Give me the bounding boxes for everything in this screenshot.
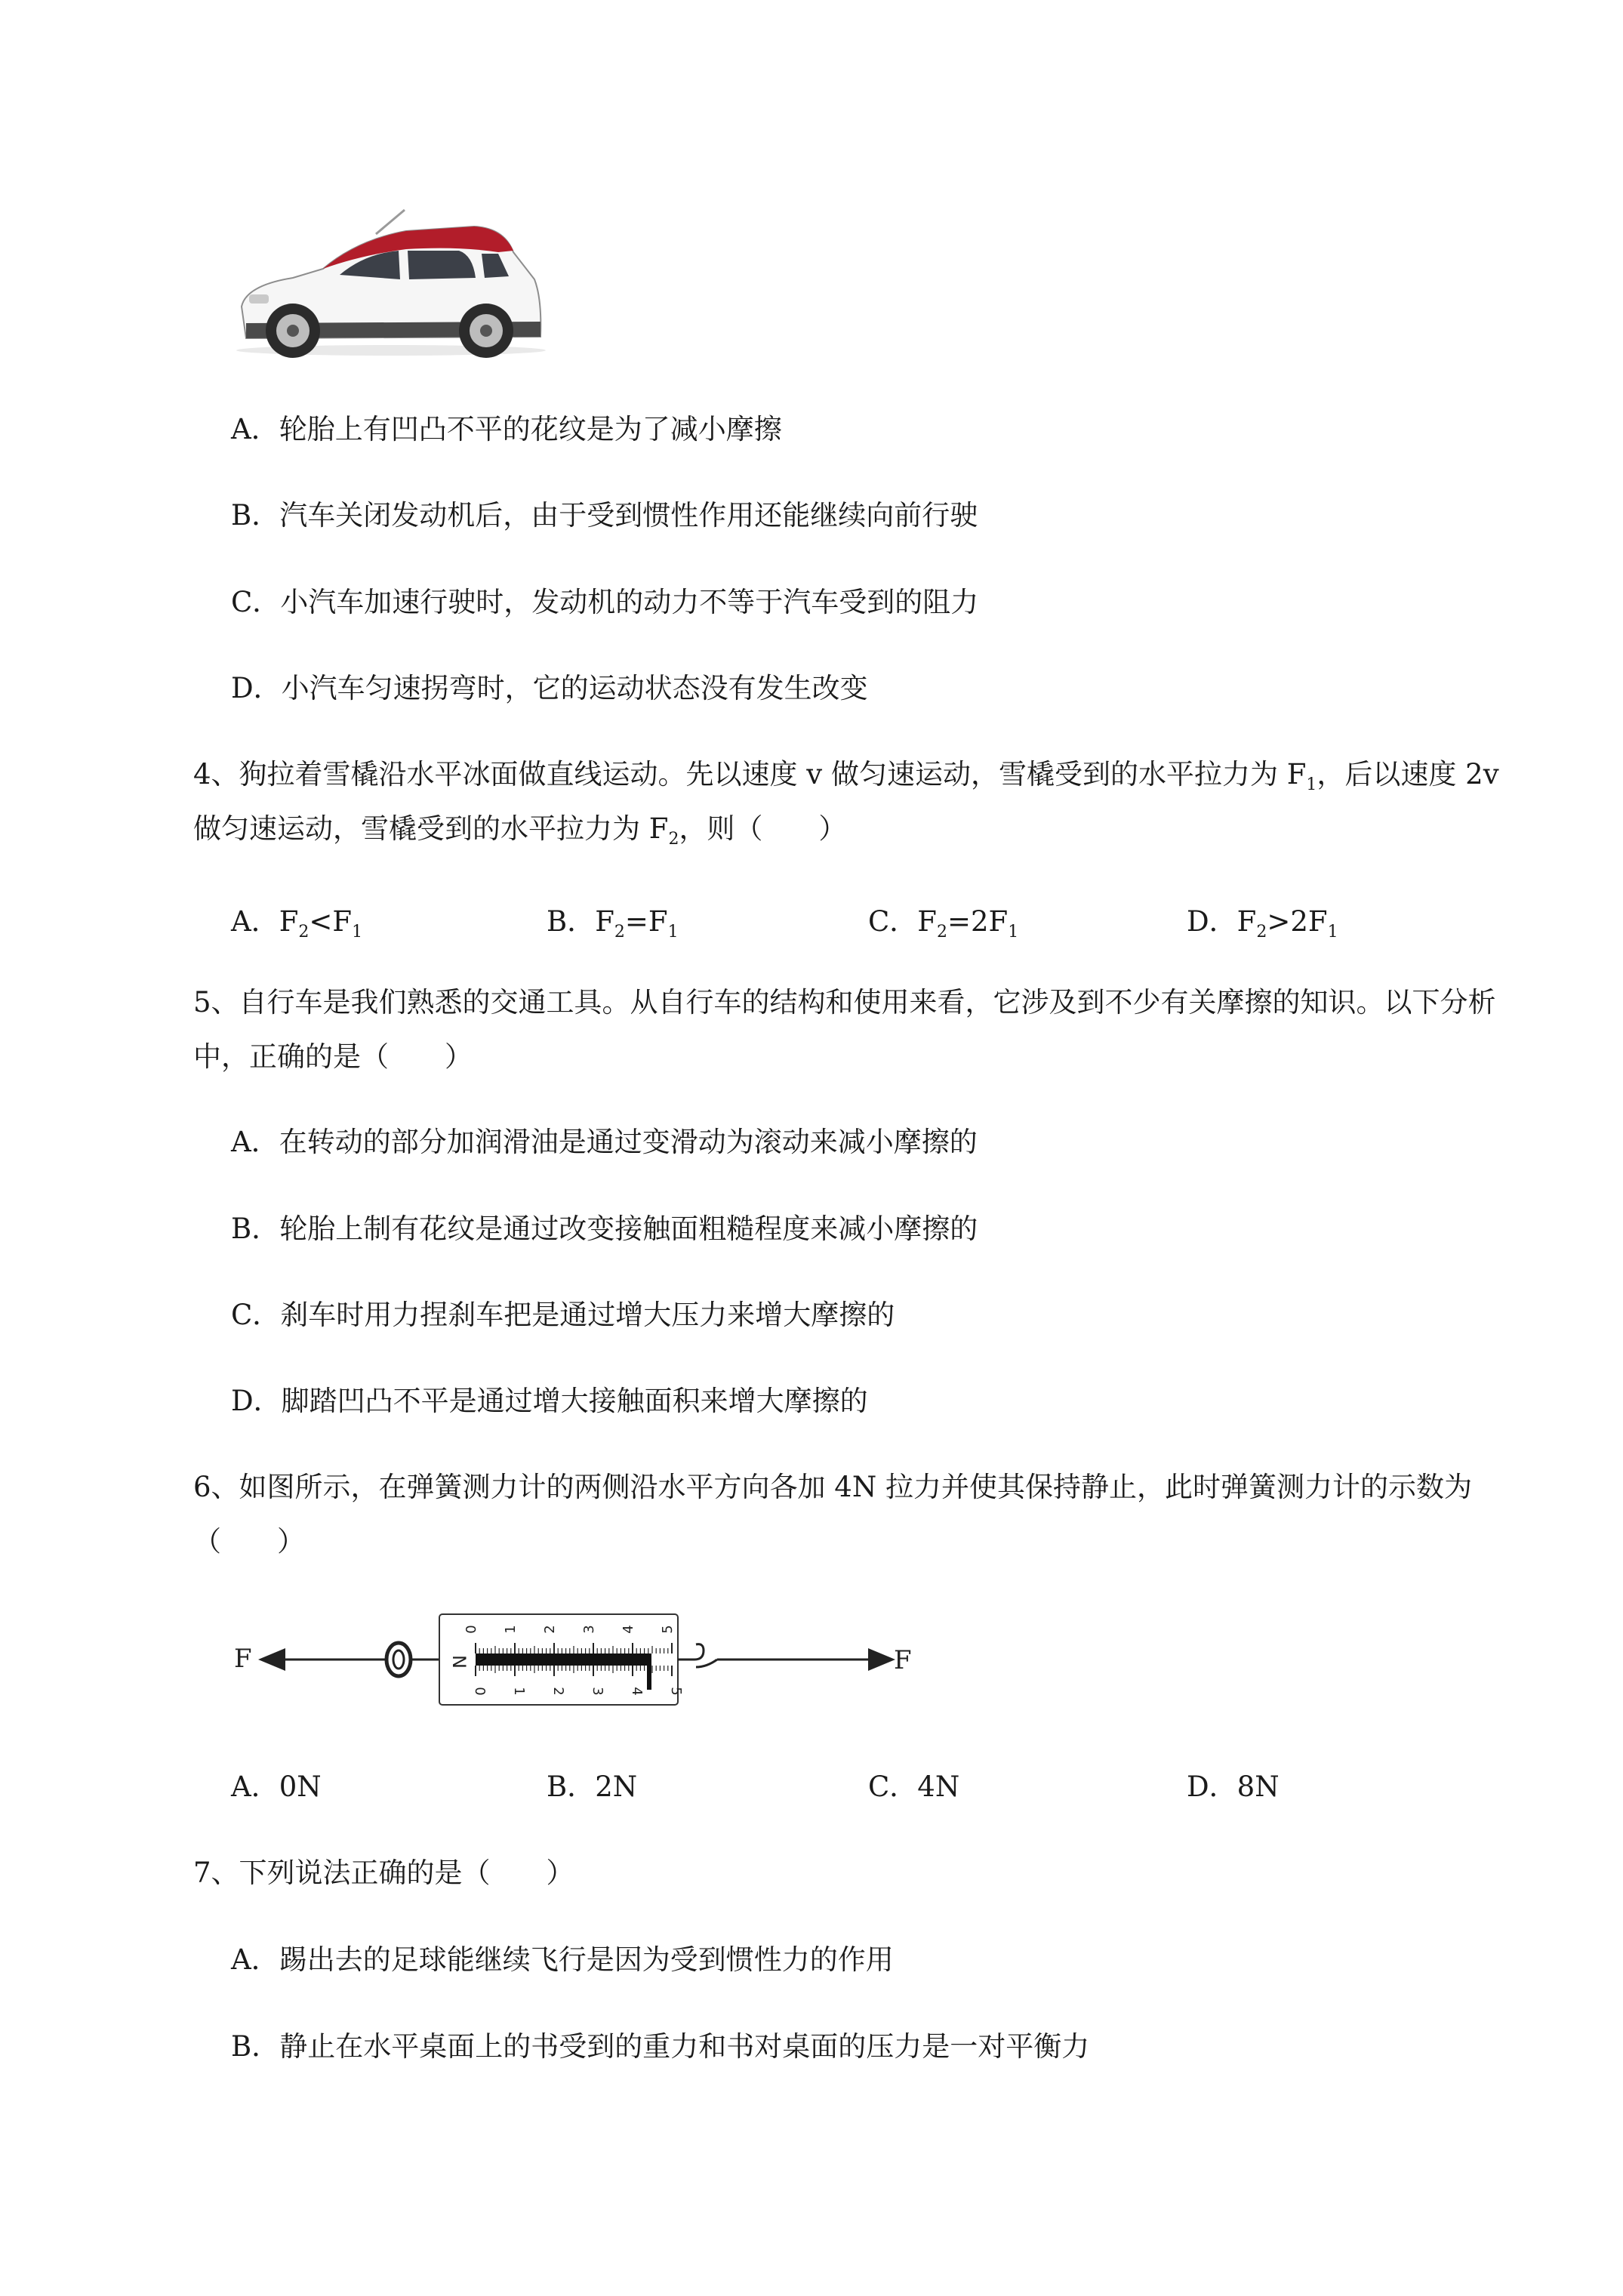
car-illustration <box>233 210 559 361</box>
q7-option-a: A．踢出去的足球能继续飞行是因为受到惯性力的作用 <box>231 1943 894 1976</box>
q4-stem-sub1: 1 <box>1306 775 1317 794</box>
scale-number: 4 <box>629 1687 645 1696</box>
q4-option-d <box>1187 903 1338 941</box>
q3-option-c: C．小汽车加速行驶时，发动机的动力不等于汽车受到的阻力 <box>231 586 979 618</box>
q4-option-b-sub2: 1 <box>667 923 679 942</box>
q6-option-c: C．4N <box>868 1771 960 1803</box>
q7-option-b: B．静止在水平桌面上的书受到的重力和书对桌面的压力是一对平衡力 <box>231 2030 1090 2063</box>
q4-option-d-label: D．F <box>1187 905 1257 938</box>
q3-option-d: D．小汽车匀速拐弯时，它的运动状态没有发生改变 <box>231 672 868 704</box>
scale-number: 2 <box>550 1687 566 1696</box>
q4-option-b <box>547 903 679 941</box>
q4-option-a-mid: <F <box>309 905 353 938</box>
q4-option-b-mid: =F <box>624 905 668 938</box>
scale-number: 5 <box>660 1625 676 1634</box>
q4-option-c-label: C．F <box>868 905 937 938</box>
q3-option-b: B．汽车关闭发动机后，由于受到惯性作用还能继续向前行驶 <box>231 499 978 532</box>
q4-option-b-label: B．F <box>547 905 614 938</box>
q4-option-d-sub2: 1 <box>1327 923 1338 942</box>
q6-option-a: A．0N <box>231 1771 322 1803</box>
q5-option-c: C．刹车时用力捏刹车把是通过增大压力来增大摩擦的 <box>231 1299 895 1331</box>
q4-option-a-sub2: 1 <box>352 923 363 942</box>
scale-number: 1 <box>503 1625 519 1634</box>
q4-stem-text-a: 4、狗拉着雪橇沿水平冰面做直线运动。先以速度 v 做匀速运动，雪橇受到的水平拉力为 F <box>193 758 1307 791</box>
q5-option-d: D．脚踏凹凸不平是通过增大接触面积来增大摩擦的 <box>231 1385 868 1417</box>
q6-option-b: B．2N <box>547 1771 638 1803</box>
scale-number: 3 <box>590 1687 605 1696</box>
q4-option-a <box>231 903 362 941</box>
q4-stem-text-c: ，则（ ） <box>679 812 847 845</box>
q5-option-b: B．轮胎上制有花纹是通过改变接触面粗糙程度来减小摩擦的 <box>231 1213 978 1245</box>
q4-option-b-sub1: 2 <box>614 923 625 942</box>
q4-stem-text-b: ，后以速度 2v 做匀速运动，雪橇受到的水平拉力为 F <box>193 758 1499 845</box>
q4-option-c-sub1: 2 <box>936 923 947 942</box>
scale-number: 5 <box>668 1687 684 1696</box>
scale-number: 0 <box>463 1625 479 1634</box>
q4-option-a-label: A．F <box>231 905 299 938</box>
q4-option-c <box>868 903 1018 941</box>
q5-option-a: A．在转动的部分加润滑油是通过变滑动为滚动来减小摩擦的 <box>231 1126 978 1158</box>
scale-unit-label: N <box>448 1655 470 1669</box>
q4-option-d-mid: >2F <box>1267 905 1328 938</box>
q6-option-d: D．8N <box>1187 1771 1280 1803</box>
q4-stem-sub2: 2 <box>668 830 679 849</box>
spring-scale-figure <box>226 1607 912 1712</box>
q3-option-a: A．轮胎上有凹凸不平的花纹是为了减小摩擦 <box>231 413 782 445</box>
q4-stem <box>193 747 1522 856</box>
scale-number: 3 <box>581 1625 597 1634</box>
q4-option-d-sub1: 2 <box>1256 923 1267 942</box>
q5-stem: 5、自行车是我们熟悉的交通工具。从自行车的结构和使用来看，它涉及到不少有关摩擦的知识。以下分析中，正确的是（ ） <box>193 986 1496 1073</box>
scale-number: 0 <box>472 1687 488 1696</box>
force-label-left: F <box>234 1644 252 1674</box>
q7-stem: 7、下列说法正确的是（ ） <box>193 1857 574 1889</box>
scale-number: 1 <box>511 1687 527 1696</box>
q6-stem: 6、如图所示，在弹簧测力计的两侧沿水平方向各加 4N 拉力并使其保持静止，此时弹簧测力计的示数为（ ） <box>193 1471 1472 1558</box>
force-label-right: F <box>894 1645 912 1675</box>
scale-number: 4 <box>621 1625 636 1634</box>
scale-number: 2 <box>542 1625 558 1634</box>
q4-option-a-sub1: 2 <box>298 923 310 942</box>
q4-option-c-mid: =2F <box>947 905 1009 938</box>
q4-option-c-sub2: 1 <box>1008 923 1019 942</box>
